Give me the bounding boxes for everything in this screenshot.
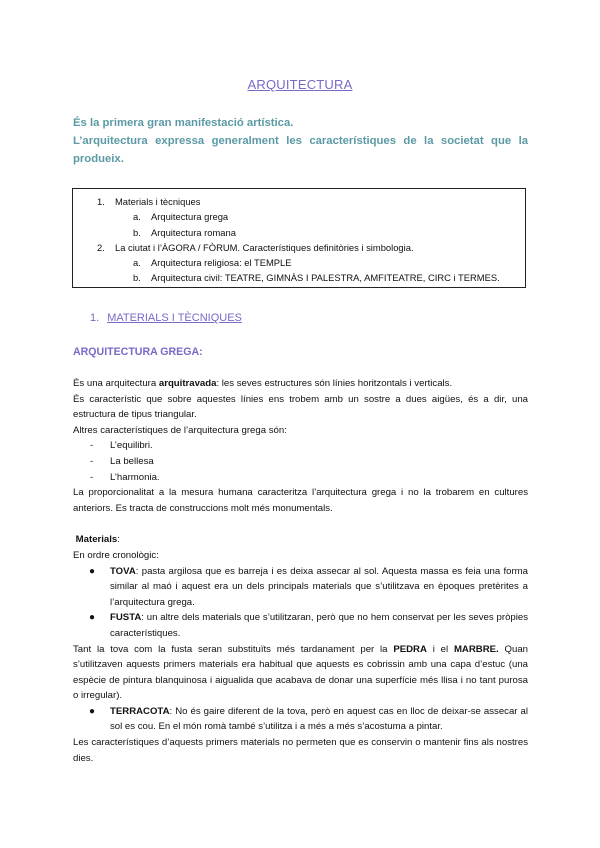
section-number: 1. — [90, 312, 100, 324]
toc-subitem-label: Arquitectura religiosa: el TEMPLE — [151, 257, 292, 269]
list-item-text: L’harmonia. — [110, 471, 160, 483]
toc-subitem-1a — [73, 209, 525, 224]
toc-item-label: Materials i tècniques — [115, 196, 201, 207]
keyword: MARBRE. — [453, 643, 499, 655]
list-item — [73, 610, 528, 641]
keyword: arquitravada — [158, 378, 217, 389]
text-run: És una arquitectura — [73, 378, 159, 389]
toc-item-1 — [73, 194, 525, 209]
paragraph-4: La proporcionalitat a la mesura humana caracteritza l’arquitectura grega i no la trobarem en cultures anteriors. Es tracta de construccions molt més monumentals. — [73, 487, 528, 514]
section-title: MATERIALS I TÈCNIQUES — [107, 312, 242, 324]
list-item — [73, 704, 528, 735]
keyword: TOVA — [110, 565, 136, 577]
toc-subitem-label: Arquitectura grega — [151, 211, 229, 223]
text-run: Tant la tova com la fusta seran substituïts més tardanament per la — [73, 643, 394, 655]
toc-subitem-letter: b. — [133, 226, 141, 238]
list-item — [73, 564, 528, 611]
list-item — [73, 470, 528, 486]
toc-item-number: 1. — [97, 196, 105, 207]
keyword: PEDRA — [393, 643, 427, 655]
intro-block — [73, 114, 528, 168]
list-item-text: : pasta argilosa que es barreja i es deixa assecar al sol. Aquesta massa es feia una forma similar al maó i aquest era un dels principals materials que s’utilitzava en èpoques pretèrites a l’arquitectura grega. — [110, 565, 528, 608]
text-run: Quan s’utilitzaven aquests primers materials era habitual que aquests es cobrissin amb una capa d’estuc (una espècie de pintura blanquinosa i aigualida que acabava de donar una superfície més llisa i no tant purosa o irregular). — [73, 643, 528, 702]
toc-subitem-letter: a. — [133, 257, 141, 269]
keyword: TERRACOTA — [110, 705, 170, 717]
list-item — [73, 438, 528, 454]
paragraph-6: Les característiques d’aquests primers materials no permeten que es conservin o mantenir fins als nostres dies. — [73, 737, 528, 764]
text-run: : les seves estructures són línies horitzontals i verticals. — [216, 378, 453, 389]
toc-subitem-1b — [73, 225, 525, 240]
text-run: : — [117, 534, 120, 546]
keyword: FUSTA — [110, 612, 142, 624]
subsection-heading: ARQUITECTURA GREGA: — [73, 346, 203, 358]
list-item-text: : No és gaire diferent de la tova, però en aquest cas en lloc de deixar-se assecar al sol es cou. En el món romà també s’utilitza i a més a més s’acostuma a pintar. — [110, 705, 528, 733]
paragraph-1 — [73, 376, 528, 392]
bullet-icon: ● — [89, 612, 96, 624]
paragraph-2: És característic que sobre aquestes línies ens trobem amb un sostre a dues aigües, és a dir, una estructura de tipus triangular. — [73, 393, 528, 421]
paragraph-5 — [73, 642, 528, 704]
paragraph-3: Altres característiques de l’arquitectura grega són: — [73, 424, 287, 436]
table-of-contents — [72, 188, 526, 288]
section-heading — [90, 311, 242, 327]
toc-item-label: La ciutat i l’ÀGORA / FÒRUM. Característiques definitòries i simbologia. — [115, 241, 414, 253]
intro-line-2: L’arquitectura expressa generalment les característiques de la societat que la produeix. — [73, 135, 528, 165]
dash-marker: - — [90, 455, 94, 467]
bullet-icon: ● — [89, 565, 96, 577]
toc-subitem-label: Arquitectura civil: TEATRE, GIMNÀS I PALESTRA, AMFITEATRE, CIRC i TERMES. — [151, 272, 500, 284]
toc-subitem-2a — [73, 255, 525, 270]
chronological-note: En ordre cronològic: — [73, 549, 159, 561]
keyword: Materials — [75, 534, 118, 546]
list-item-text: La bellesa — [110, 455, 154, 467]
toc-item-number: 2. — [97, 241, 105, 253]
list-item-text: L’equilibri. — [110, 440, 153, 452]
materials-label — [73, 532, 528, 548]
body-text — [73, 376, 528, 766]
dash-marker: - — [90, 440, 94, 452]
list-item-text: : un altre dels materials que s’utilitzaran, però que no hem conservat per les seves pròpies característiques. — [110, 612, 528, 639]
toc-item-2 — [73, 240, 525, 255]
bullet-icon: ● — [89, 705, 96, 717]
list-item — [73, 454, 528, 470]
text-run: i el — [426, 643, 454, 655]
dash-marker: - — [90, 471, 94, 483]
page-title: ARQUITECTURA — [247, 77, 353, 92]
intro-line-1: És la primera gran manifestació artística. — [73, 117, 294, 129]
toc-subitem-letter: a. — [133, 211, 141, 223]
toc-subitem-letter: b. — [133, 272, 141, 284]
toc-subitem-label: Arquitectura romana — [151, 226, 236, 238]
toc-subitem-2b — [73, 270, 525, 285]
